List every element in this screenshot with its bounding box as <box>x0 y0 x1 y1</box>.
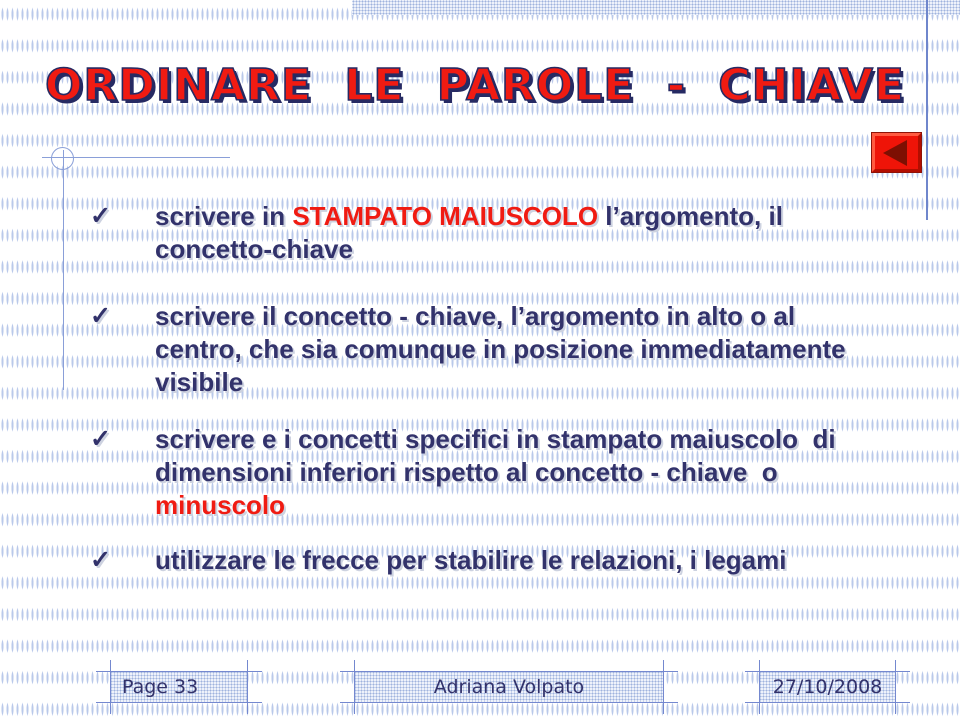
text-segment: visibile <box>155 367 244 397</box>
text-segment: dimensioni inferiori rispetto al concetto - chiave o <box>155 457 778 487</box>
text-segment: scrivere il concetto - chiave, l’argomento in alto o al <box>155 301 796 331</box>
bullet-text-4 <box>155 544 786 577</box>
footer-author-box <box>354 671 664 703</box>
text-segment-red: STAMPATO MAIUSCOLO <box>292 201 599 231</box>
right-decoration-line <box>926 0 928 220</box>
bullet-text-1 <box>155 200 783 266</box>
text-segment: concetto-chiave <box>155 234 353 264</box>
text-segment: centro, che sia comunque in posizione immediatamente <box>155 334 846 364</box>
footer-date-box <box>759 671 896 703</box>
bullet-item-1 <box>84 200 894 266</box>
bullet-text-3 <box>155 423 836 522</box>
bullet-list <box>84 200 894 577</box>
compass-circle-icon <box>51 147 74 170</box>
check-bullet-icon: ✓ <box>90 302 111 330</box>
check-bullet-icon: ✓ <box>90 425 111 453</box>
date: 27/10/2008 <box>772 676 883 698</box>
compass-vertical-line <box>63 150 64 390</box>
bullet-item-3 <box>84 423 894 522</box>
text-segment-red: minuscolo <box>155 490 286 520</box>
back-button[interactable] <box>872 133 921 172</box>
top-decoration-bar <box>352 0 960 15</box>
footer-page-box <box>110 671 248 703</box>
text-segment: scrivere e i concetti specifici in stampato maiuscolo di <box>155 424 836 454</box>
bullet-text-2 <box>155 300 846 399</box>
check-bullet-icon: ✓ <box>90 202 111 230</box>
slide-title: ORDINARE LE PAROLE - CHIAVE <box>45 60 905 111</box>
bullet-item-4 <box>84 544 894 577</box>
page-number: Page 33 <box>122 676 199 698</box>
text-segment: utilizzare le frecce per stabilire le relazioni, i legami <box>155 545 787 575</box>
check-bullet-icon: ✓ <box>90 546 111 574</box>
text-segment: l’argomento, il <box>598 201 783 231</box>
back-arrow-icon <box>883 140 907 166</box>
author-name: Adriana Volpato <box>433 676 585 698</box>
text-segment: scrivere in <box>155 201 293 231</box>
bullet-item-2 <box>84 300 894 399</box>
